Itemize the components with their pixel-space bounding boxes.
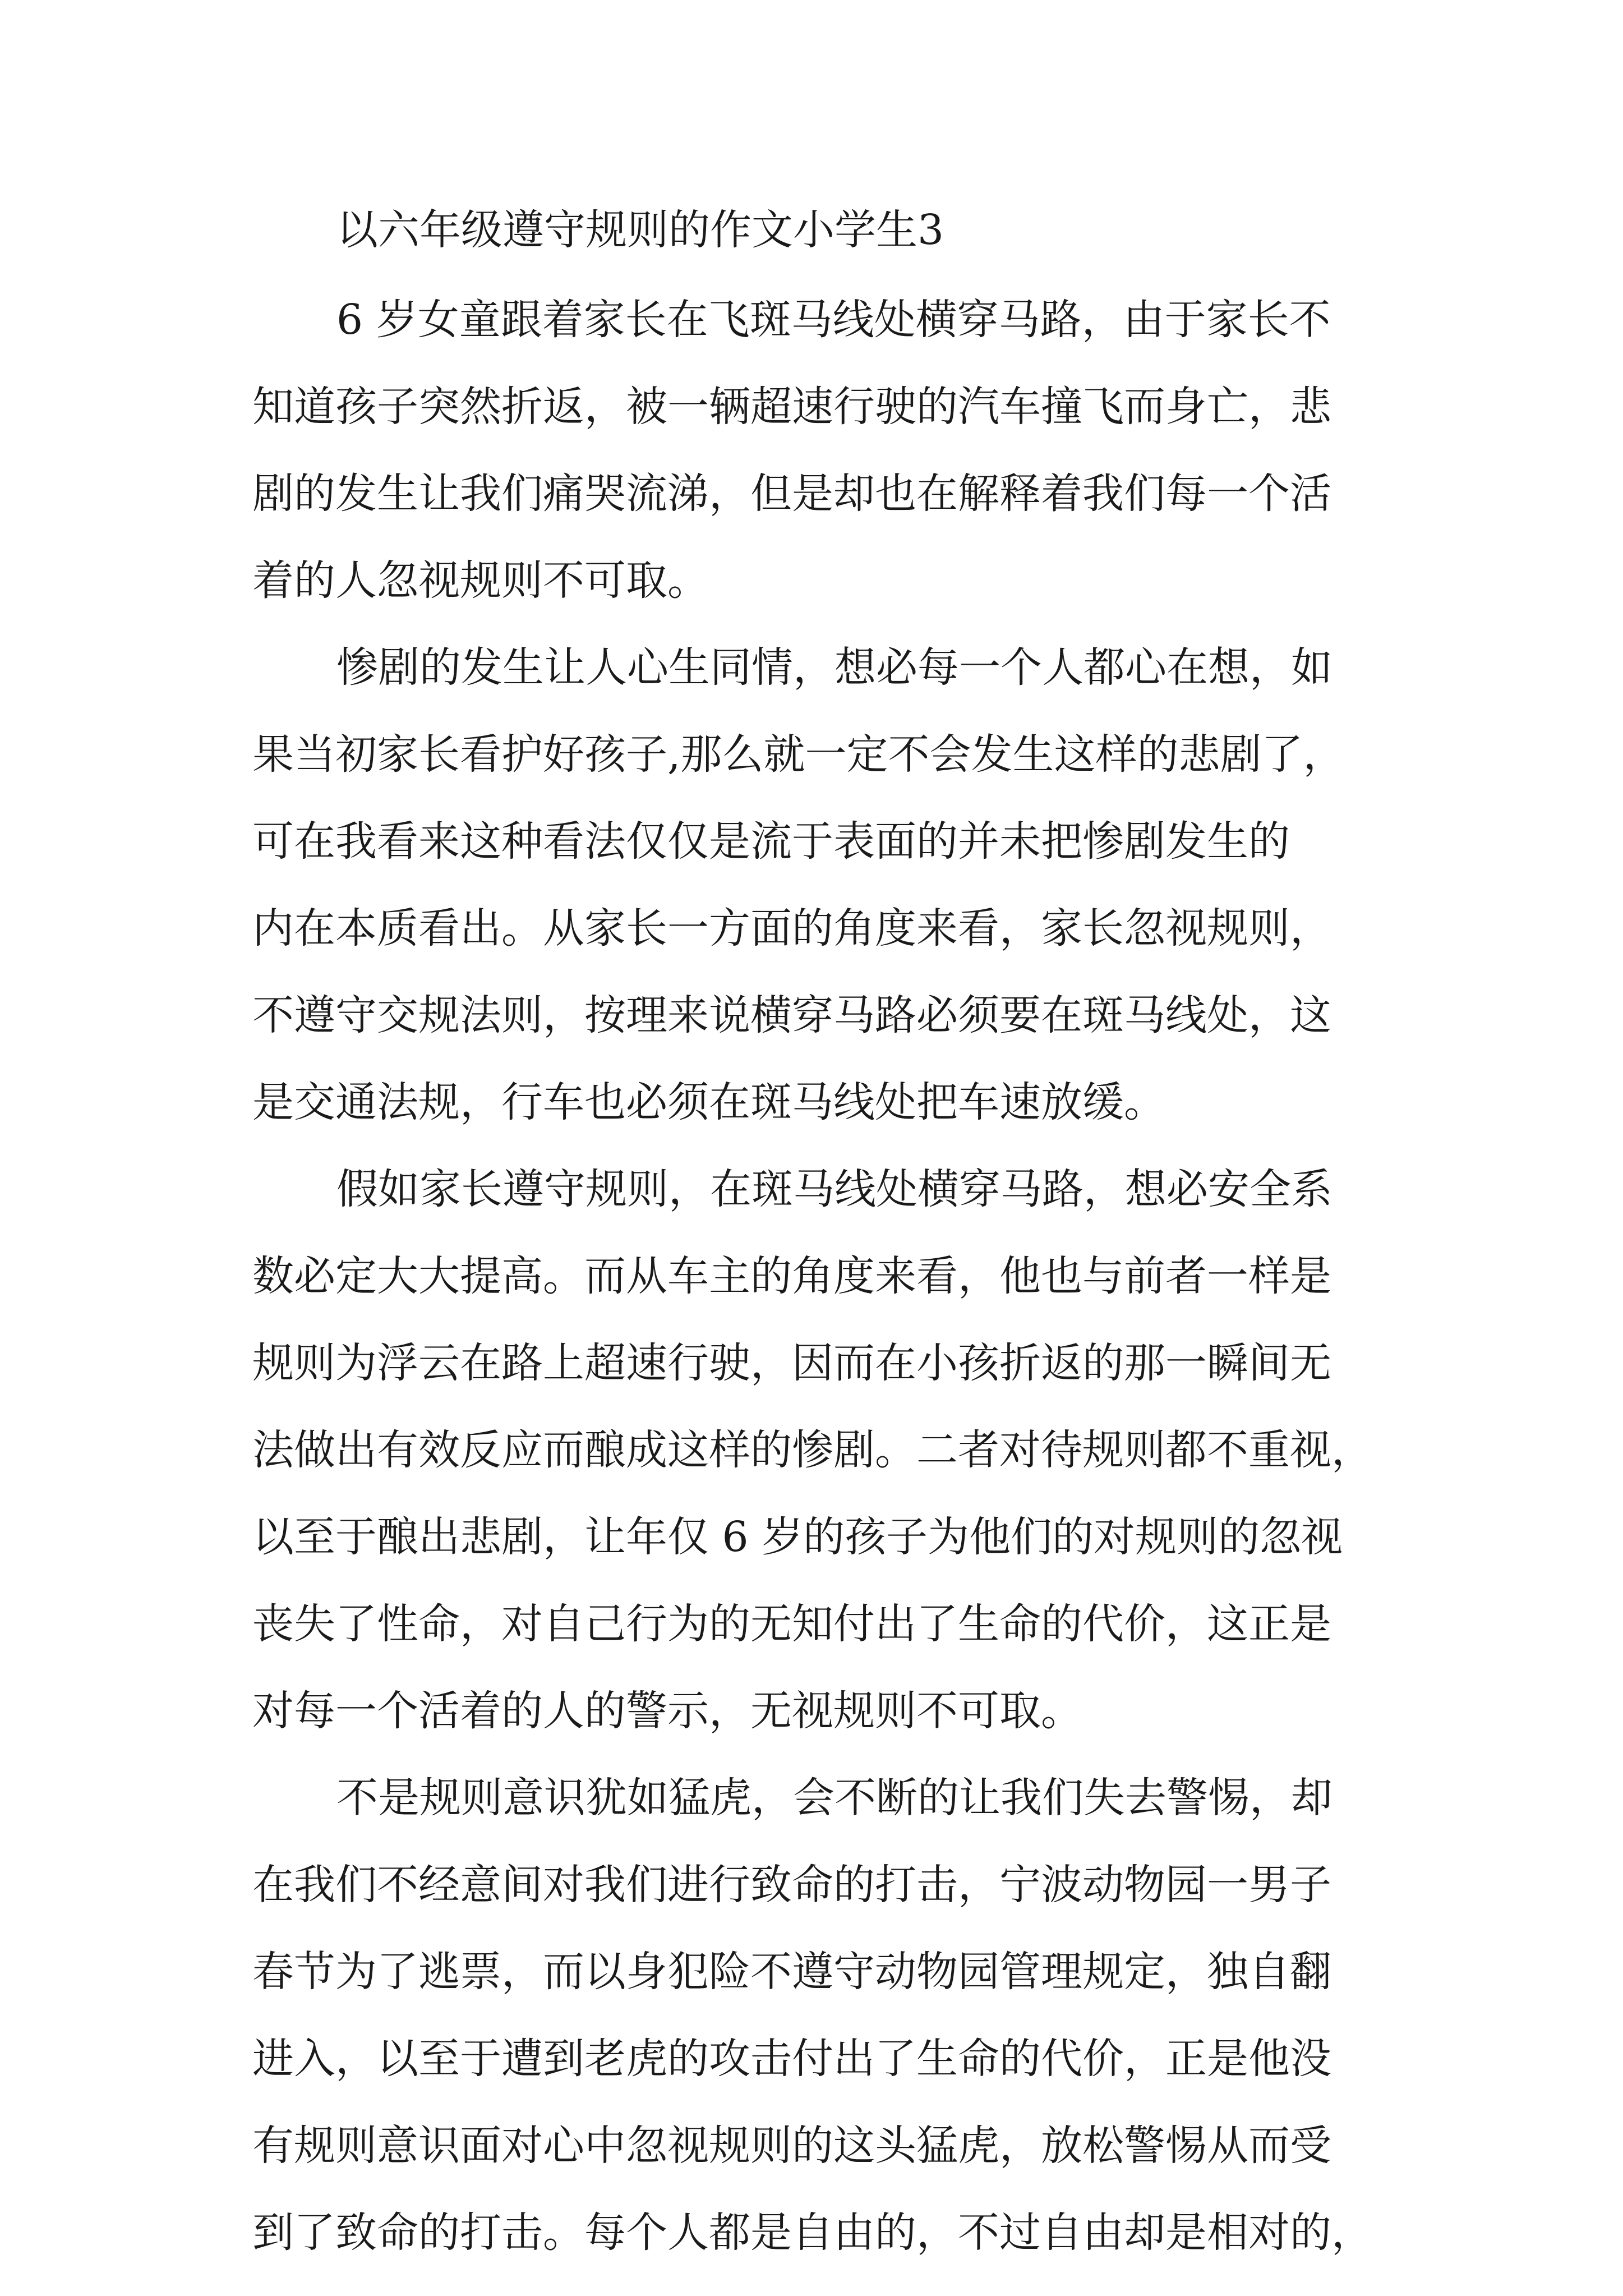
paragraph-line: 剧的发生让我们痛哭流涕，但是却也在解释着我们每一个活 bbox=[252, 470, 1331, 518]
paragraph-line: 春节为了逃票，而以身犯险不遵守动物园管理规定，独自翻 bbox=[252, 1948, 1331, 1996]
paragraph-line: 对每一个活着的人的警示，无视规则不可取。 bbox=[252, 1687, 1082, 1735]
paragraph-line: 是交通法规，行车也必须在斑马线处把车速放缓。 bbox=[252, 1078, 1165, 1126]
paragraph-line: 假如家长遵守规则，在斑马线处横穿马路，想必安全系 bbox=[336, 1165, 1332, 1213]
paragraph-line: 知道孩子突然折返，被一辆超速行驶的汽车撞飞而身亡，悲 bbox=[252, 383, 1331, 431]
paragraph-line: 内在本质看出。从家长一方面的角度来看，家长忽视规则， bbox=[252, 904, 1331, 953]
paragraph-line: 法做出有效反应而酿成这样的惨剧。二者对待规则都不重视， bbox=[252, 1426, 1373, 1474]
paragraph-line: 不是规则意识犹如猛虎，会不断的让我们失去警惕，却 bbox=[336, 1774, 1332, 1822]
paragraph-line: 在我们不经意间对我们进行致命的打击，宁波动物园一男子 bbox=[252, 1861, 1331, 1909]
paragraph-line: 果当初家长看护好孩子,那么就一定不会发生这样的悲剧了， bbox=[252, 730, 1345, 779]
paragraph-line: 着的人忽视规则不可取。 bbox=[252, 556, 709, 605]
paragraph-line: 规则为浮云在路上超速行驶，因而在小孩折返的那一瞬间无 bbox=[252, 1339, 1331, 1387]
paragraph-line: 丧失了性命，对自己行为的无知付出了生命的代价，这正是 bbox=[252, 1600, 1331, 1648]
paragraph-line: 可在我看来这种看法仅仅是流于表面的并未把惨剧发生的 bbox=[252, 817, 1290, 866]
paragraph-line: 惨剧的发生让人心生同情，想必每一个人都心在想，如 bbox=[336, 643, 1332, 692]
paragraph-line: 数必定大大提高。而从车主的角度来看，他也与前者一样是 bbox=[252, 1252, 1331, 1300]
paragraph-line: 以至于酿出悲剧，让年仅 6 岁的孩子为他们的对规则的忽视 bbox=[252, 1513, 1343, 1561]
document-title: 以六年级遵守规则的作文小学生3 bbox=[336, 206, 944, 254]
paragraph-line: 到了致命的打击。每个人都是自由的，不过自由却是相对的， bbox=[252, 2208, 1373, 2257]
paragraph-line: 6 岁女童跟着家长在飞斑马线处横穿马路，由于家长不 bbox=[336, 296, 1331, 344]
paragraph-line: 不遵守交规法则，按理来说横穿马路必须要在斑马线处，这 bbox=[252, 991, 1331, 1039]
paragraph-line: 有规则意识面对心中忽视规则的这头猛虎，放松警惕从而受 bbox=[252, 2122, 1331, 2170]
paragraph-line: 进入，以至于遭到老虎的攻击付出了生命的代价，正是他没 bbox=[252, 2035, 1331, 2083]
